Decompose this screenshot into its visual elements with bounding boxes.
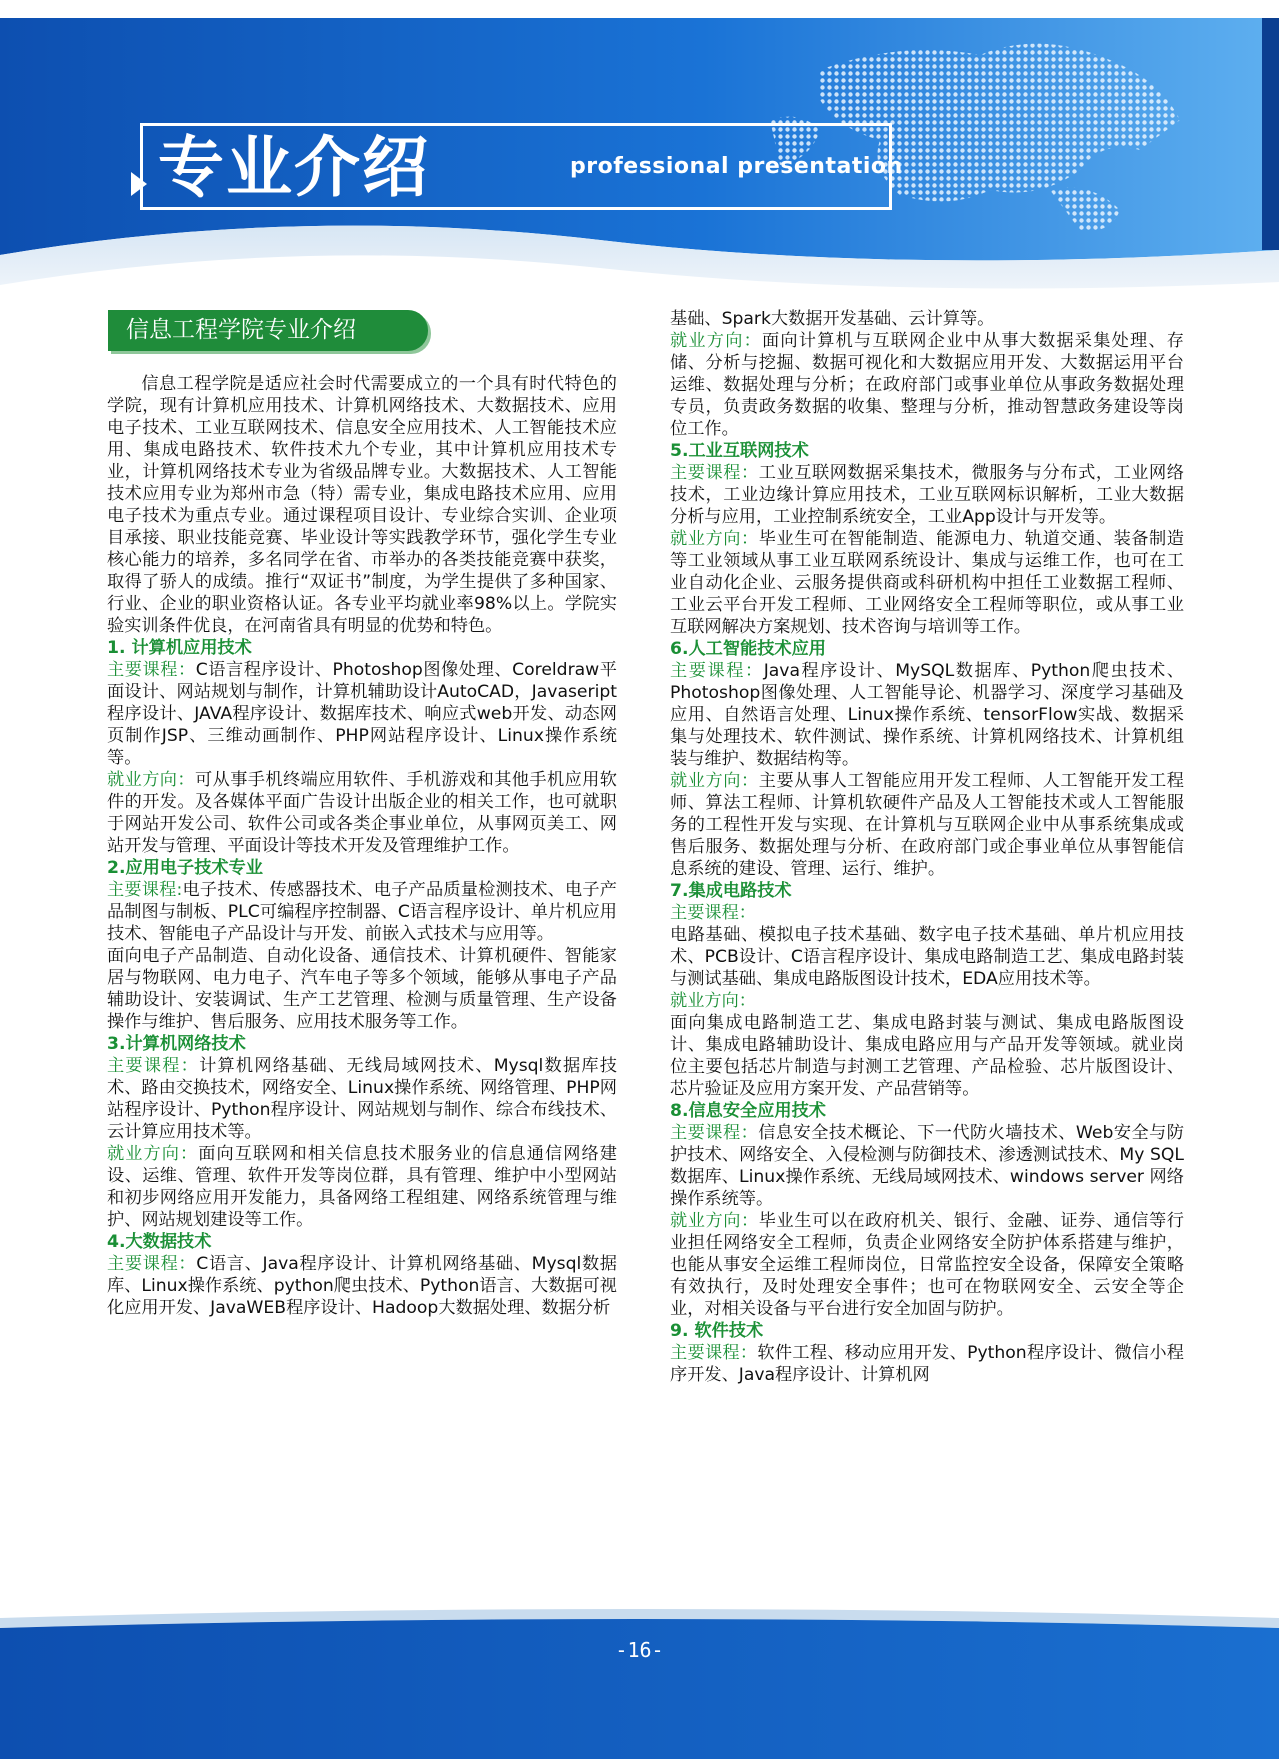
major-courses: 主要课程：工业互联网数据采集技术，微服务与分布式，工业网络技术，工业边缘计算应用技术，工业互联网标识解析，工业大数据分析与应用，工业控制系统安全，工业App设计与开发等。 [670, 463, 1184, 527]
major-heading: 1. 计算机应用技术 [107, 638, 252, 658]
major-career: 就业方向：面向互联网和相关信息技术服务业的信息通信网络建设、运维、管理、软件开发等岗位群，具有管理、维护中小型网站和初步网络应用开发能力，具备网络工程组建、网络系统管理与维护、网站规划建设等工作。 [107, 1144, 617, 1230]
major-continuation: 基础、Spark大数据开发基础、云计算等。 [670, 309, 995, 329]
major-courses: 主要课程：软件工程、移动应用开发、Python程序设计、微信小程序开发、Java程序设计、计算机网 [670, 1343, 1184, 1385]
major-career: 就业方向：面向计算机与互联网企业中从事大数据采集处理、存储、分析与挖掘、数据可视化和大数据应用开发、大数据运用平台运维、数据处理与分析；在政府部门或事业单位从事政务数据处理专员，负责政务数据的收集、整理与分析，推动智慧政务建设等岗位工作。 [670, 331, 1184, 439]
major-courses: 主要课程：C语言、Java程序设计、计算机网络基础、Mysql数据库、Linux操作系统、python爬虫技术、Python语言、大数据可视化应用开发、JavaWEB程序设计、Hadoop大数据处理、数据分析 [107, 1254, 617, 1318]
major-heading: 8.信息安全应用技术 [670, 1101, 826, 1121]
major-career: 面向集成电路制造工艺、集成电路封装与测试、集成电路版图设计、集成电路辅助设计、集成电路应用与产品开发等领域。就业岗位主要包括芯片制造与封测工艺管理、产品检验、芯片版图设计、芯片验证及应用方案开发、产品营销等。 [670, 1013, 1184, 1099]
section-tag: 信息工程学院专业介绍 [108, 310, 428, 351]
major-courses: 电路基础、模拟电子技术基础、数字电子技术基础、单片机应用技术、PCB设计、C语言程序设计、集成电路制造工艺、集成电路封装与测试基础、集成电路版图设计技术，EDA应用技术等。 [670, 925, 1184, 989]
page-header [0, 0, 1279, 300]
major-courses: 主要课程：信息安全技术概论、下一代防火墙技术、Web安全与防护技术、网络安全、入侵检测与防御技术、渗透测试技术、My SQL数据库、Linux操作系统、无线局域网技术、windows server 网络操作系统等。 [670, 1123, 1184, 1209]
page-footer-banner [0, 1600, 1279, 1759]
major-heading: 5.工业互联网技术 [670, 441, 809, 461]
left-column [107, 373, 617, 1319]
major-courses: 主要课程：计算机网络基础、无线局域网技术、Mysql数据库技术、路由交换技术，网络安全、Linux操作系统、网络管理、PHP网站程序设计、Python程序设计、网站规划与制作、综合布线技术、云计算应用技术等。 [107, 1056, 617, 1142]
title-arrow-icon [131, 172, 147, 196]
major-extra: 面向电子产品制造、自动化设备、通信技术、计算机硬件、智能家居与物联网、电力电子、汽车电子等多个领域，能够从事电子产品辅助设计、安装调试、生产工艺管理、检测与质量管理、生产设备操作与维护、售后服务、应用技术服务等工作。 [107, 946, 617, 1032]
major-heading: 7.集成电路技术 [670, 881, 792, 901]
page-title: 专业介绍 [158, 129, 430, 206]
major-heading: 2.应用电子技术专业 [107, 858, 263, 878]
major-career: 就业方向：可从事手机终端应用软件、手机游戏和其他手机应用软件的开发。及各媒体平面广告设计出版企业的相关工作，也可就职于网站开发公司、软件公司或各类企事业单位，从事网页美工、网站开发与管理、平面设计等技术开发及管理维护工作。 [107, 770, 617, 856]
intro-paragraph: 信息工程学院是适应社会时代需要成立的一个具有时代特色的学院，现有计算机应用技术、计算机网络技术、大数据技术、应用电子技术、工业互联网技术、信息安全应用技术、人工智能技术应用、集成电路技术、软件技术九个专业，其中计算机应用技术专业，计算机网络技术专业为省级品牌专业。大数据技术、人工智能技术应用专业为郑州市急（特）需专业，集成电路技术应用、应用电子技术为重点专业。通过课程项目设计、专业综合实训、企业项目承接、职业技能竞赛、毕业设计等实践教学环节，强化学生专业核心能力的培养，多名同学在省、市举办的各类技能竞赛中获奖，取得了骄人的成绩。推行“双证书”制度，为学生提供了多种国家、行业、企业的职业资格认证。各专业平均就业率98%以上。学院实验实训条件优良，在河南省具有明显的优势和特色。 [107, 374, 617, 636]
major-courses: 主要课程：Java程序设计、MySQL数据库、Python爬虫技术、Photoshop图像处理、人工智能导论、机器学习、深度学习基础及应用、自然语言处理、Linux操作系统、tensorFlow实战、数据采集与处理技术、软件测试、操作系统、计算机网络技术、计算机组装与维护、数据结构等。 [670, 661, 1184, 769]
major-career-label: 就业方向： [670, 991, 756, 1011]
major-career: 就业方向：毕业生可在智能制造、能源电力、轨道交通、装备制造等工业领域从事工业互联网系统设计、集成与运维工作，也可在工业自动化企业、云服务提供商或科研机构中担任工业数据工程师、工业云平台开发工程师、工业网络安全工程师等职位，或从事工业互联网解决方案规划、技术咨询与培训等工作。 [670, 529, 1184, 637]
major-career: 就业方向：毕业生可以在政府机关、银行、金融、证券、通信等行业担任网络安全工程师，负责企业网络安全防护体系搭建与维护，也能从事安全运维工程师岗位，日常监控安全设备，保障安全策略有效执行，及时处理安全事件；也可在物联网安全、云安全等企业，对相关设备与平台进行安全加固与防护。 [670, 1211, 1184, 1319]
page-number: -16- [615, 1638, 664, 1662]
right-column [670, 308, 1184, 1386]
major-course-label: 主要课程： [670, 903, 756, 923]
major-heading: 3.计算机网络技术 [107, 1034, 246, 1054]
major-heading: 6.人工智能技术应用 [670, 639, 826, 659]
major-heading: 4.大数据技术 [107, 1232, 212, 1252]
major-career: 就业方向：主要从事人工智能应用开发工程师、人工智能开发工程师、算法工程师、计算机软硬件产品及人工智能技术或人工智能服务的工程性开发与实现、在计算机与互联网企业中从事系统集成或售后服务、数据处理与分析、在政府部门或企事业单位从事智能信息系统的建设、管理、运行、维护。 [670, 771, 1184, 879]
major-heading: 9. 软件技术 [670, 1321, 764, 1341]
major-courses: 主要课程:电子技术、传感器技术、电子产品质量检测技术、电子产品制图与制板、PLC可编程序控制器、C语言程序设计、单片机应用技术、智能电子产品设计与开发、前嵌入式技术与应用等。 [107, 880, 617, 944]
page-subtitle: professional presentation [570, 154, 903, 179]
major-courses: 主要课程：C语言程序设计、Photoshop图像处理、Coreldraw平面设计、网站规划与制作，计算机辅助设计AutoCAD，Javaseript程序设计、JAVA程序设计、数据库技术、响应式web开发、动态网页制作JSP、三维动画制作、PHP网站程序设计、Linux操作系统等。 [107, 660, 617, 768]
